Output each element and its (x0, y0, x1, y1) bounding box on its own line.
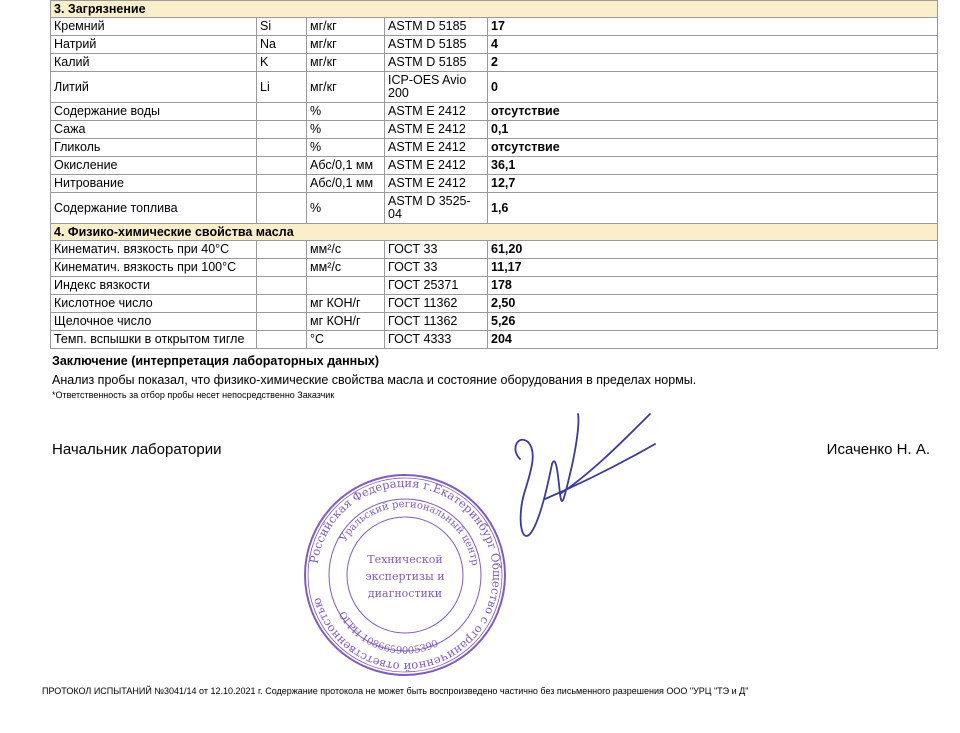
param-name: Окисление (51, 157, 257, 175)
element-symbol (257, 277, 307, 295)
stamp-center-line3: диагностики (367, 587, 443, 600)
element-symbol (257, 157, 307, 175)
result-value: 11,17 (488, 259, 938, 277)
test-method: ASTM D 5185 (385, 54, 488, 72)
result-value: 61,20 (488, 241, 938, 259)
unit: мг/кг (307, 18, 385, 36)
param-name: Индекс вязкости (51, 277, 257, 295)
result-value: 4 (488, 36, 938, 54)
section-header-contamination (51, 1, 938, 18)
table-row (51, 18, 938, 36)
stamp-outer-text: Российская Федерация г.Екатеринбург Общество с ограниченной ответственностью (306, 475, 505, 675)
test-method: ASTM E 2412 (385, 175, 488, 193)
param-name: Кинематич. вязкость при 100°С (51, 259, 257, 277)
unit: °С (307, 331, 385, 349)
result-value: 178 (488, 277, 938, 295)
element-symbol (257, 175, 307, 193)
param-name: Натрий (51, 36, 257, 54)
result-value: 36,1 (488, 157, 938, 175)
table-row (51, 241, 938, 259)
param-name: Кислотное число (51, 295, 257, 313)
result-value: 0,1 (488, 121, 938, 139)
element-symbol: Na (257, 36, 307, 54)
element-symbol (257, 103, 307, 121)
param-name: Гликоль (51, 139, 257, 157)
test-method: ASTM E 2412 (385, 139, 488, 157)
section-header-physchem (51, 224, 938, 241)
result-value: 2 (488, 54, 938, 72)
result-value: 1,6 (488, 193, 938, 224)
unit: мг/кг (307, 72, 385, 103)
table-row (51, 277, 938, 295)
param-name: Сажа (51, 121, 257, 139)
unit: мг КОН/г (307, 295, 385, 313)
results-table (50, 0, 938, 349)
signatory-role: Начальник лаборатории (52, 441, 222, 458)
stamp-inner-text: Уральский региональный центр (338, 498, 481, 567)
disclaimer-note: *Ответственность за отбор пробы несет непосредственно Заказчик (52, 390, 335, 400)
unit: % (307, 193, 385, 224)
protocol-footer: ПРОТОКОЛ ИСПЫТАНИЙ №3041/14 от 12.10.2021 г. Содержание протокола не может быть воспроизведено частично без письменного разрешения ООО "УРЦ "ТЭ и Д" (42, 686, 749, 696)
param-name: Содержание топлива (51, 193, 257, 224)
element-symbol (257, 241, 307, 259)
unit (307, 277, 385, 295)
table-row (51, 313, 938, 331)
table-row (51, 157, 938, 175)
element-symbol (257, 193, 307, 224)
result-value: отсутствие (488, 139, 938, 157)
element-symbol (257, 331, 307, 349)
table-row (51, 54, 938, 72)
table-row (51, 121, 938, 139)
table-row (51, 139, 938, 157)
unit: мг КОН/г (307, 313, 385, 331)
result-value: 2,50 (488, 295, 938, 313)
result-value: 5,26 (488, 313, 938, 331)
test-method: ГОСТ 11362 (385, 295, 488, 313)
element-symbol: Si (257, 18, 307, 36)
element-symbol (257, 121, 307, 139)
test-method: ГОСТ 33 (385, 259, 488, 277)
result-value: 12,7 (488, 175, 938, 193)
table-row (51, 175, 938, 193)
test-method: ASTM E 2412 (385, 103, 488, 121)
element-symbol (257, 259, 307, 277)
param-name: Щелочное число (51, 313, 257, 331)
param-name: Калий (51, 54, 257, 72)
param-name: Нитрование (51, 175, 257, 193)
result-value: 0 (488, 72, 938, 103)
unit: мг/кг (307, 54, 385, 72)
unit: Абс/0,1 мм (307, 157, 385, 175)
test-method: ASTM E 2412 (385, 157, 488, 175)
element-symbol: Li (257, 72, 307, 103)
element-symbol (257, 313, 307, 331)
param-name: Кинематич. вязкость при 40°С (51, 241, 257, 259)
unit: % (307, 121, 385, 139)
stamp-ogrn: ОГРН 1086659005390 (335, 609, 441, 657)
param-name: Литий (51, 72, 257, 103)
table-row (51, 331, 938, 349)
unit: % (307, 103, 385, 121)
stamp-center-line2: экспертизы и (365, 570, 445, 583)
test-method: ГОСТ 33 (385, 241, 488, 259)
param-name: Темп. вспышки в открытом тигле (51, 331, 257, 349)
test-method: ICP-OES Avio 200 (385, 72, 488, 103)
organization-stamp (300, 470, 510, 680)
param-name: Содержание воды (51, 103, 257, 121)
unit: мм²/с (307, 241, 385, 259)
param-name: Кремний (51, 18, 257, 36)
table-row (51, 259, 938, 277)
test-method: ASTM D 5185 (385, 18, 488, 36)
stamp-center-line1: Технической (367, 553, 443, 566)
test-method: ГОСТ 25371 (385, 277, 488, 295)
test-method: ASTM E 2412 (385, 121, 488, 139)
table-row (51, 36, 938, 54)
table-row (51, 103, 938, 121)
unit: мг/кг (307, 36, 385, 54)
conclusion-text: Анализ пробы показал, что физико-химические свойства масла и состояние оборудования в пределах нормы. (52, 373, 697, 387)
test-method: ASTM D 3525-04 (385, 193, 488, 224)
unit: мм²/с (307, 259, 385, 277)
test-method: ГОСТ 11362 (385, 313, 488, 331)
table-row (51, 72, 938, 103)
table-row (51, 295, 938, 313)
unit: Абс/0,1 мм (307, 175, 385, 193)
table-row (51, 193, 938, 224)
signatory-name: Исаченко Н. А. (826, 441, 930, 458)
element-symbol (257, 139, 307, 157)
section-title: 4. Физико-химические свойства масла (51, 224, 938, 241)
test-method: ASTM D 5185 (385, 36, 488, 54)
handwritten-signature (500, 404, 660, 554)
section-title: 3. Загрязнение (51, 1, 938, 18)
conclusion-title: Заключение (интерпретация лабораторных данных) (52, 354, 379, 368)
result-value: отсутствие (488, 103, 938, 121)
element-symbol (257, 295, 307, 313)
result-value: 204 (488, 331, 938, 349)
unit: % (307, 139, 385, 157)
test-method: ГОСТ 4333 (385, 331, 488, 349)
result-value: 17 (488, 18, 938, 36)
element-symbol: K (257, 54, 307, 72)
